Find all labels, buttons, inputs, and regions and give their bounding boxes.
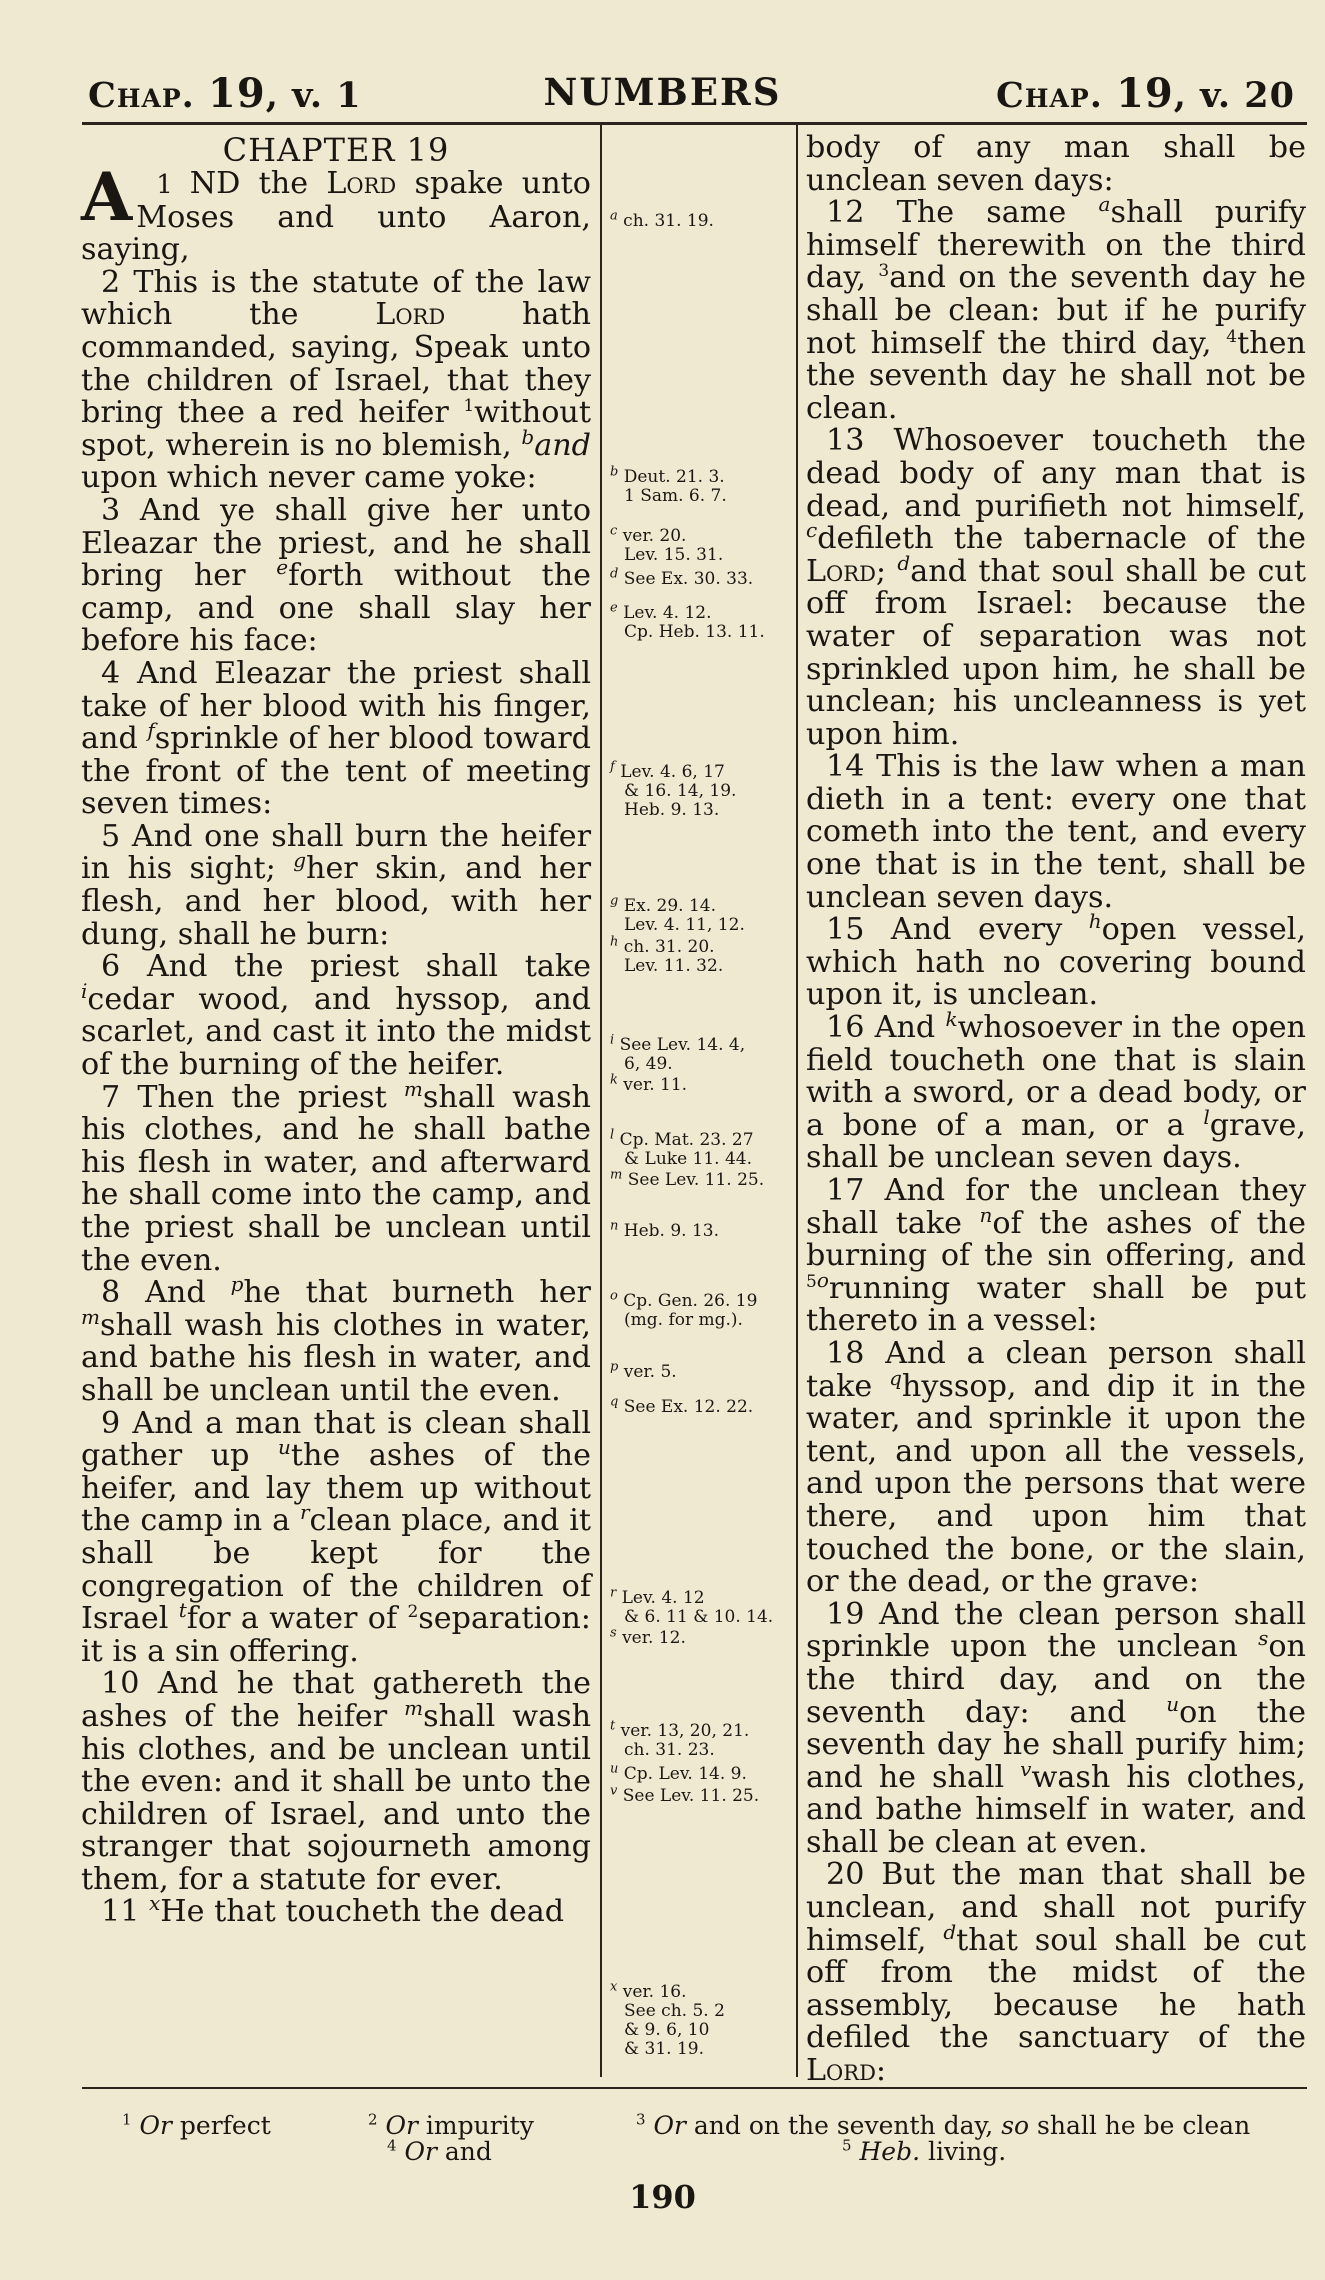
verse-17-text-b: of the ashes of the burning of the sin offering, and (806, 1205, 1306, 1274)
verse-20-text-a: 20 But the man that shall be unclean, and shall not purify himself, (806, 1857, 1306, 1958)
crossref-marker: s (1258, 1626, 1269, 1651)
crossref-marker: n (979, 1202, 993, 1227)
footnote-marker: 1 (463, 396, 475, 417)
reference-text: & 6. 11 & 10. 14. (624, 1607, 774, 1627)
reference-letter: n (610, 1218, 619, 1234)
crossref-marker: k (945, 1006, 958, 1031)
crossref-marker: x (149, 1891, 161, 1916)
text-column-left (81, 132, 591, 1929)
reference-text: 1 Sam. 6. 7. (624, 486, 727, 506)
footnote-5 (842, 2138, 1006, 2166)
verse-8-text-c: shall wash his clothes in water, and bathe his flesh in water, and shall be unclean until the even. (81, 1307, 591, 1408)
marginal-reference (610, 1783, 794, 1806)
reference-line (610, 1288, 794, 1311)
verse-3 (81, 492, 591, 659)
footnote-1 (122, 2112, 271, 2140)
verse-1-text-b: spake unto Moses and unto Aaron, saying, (81, 166, 591, 268)
footnote-marker: 4 (1226, 326, 1238, 347)
marginal-reference (610, 1585, 794, 1627)
reference-letter: k (610, 1072, 618, 1088)
reference-line (610, 1761, 794, 1784)
marginal-reference (610, 600, 794, 642)
text-column-right (806, 132, 1306, 2088)
verse-17-text-c: running water shall be put thereto in a vessel: (806, 1270, 1306, 1339)
verse-9-text-e: separation: it is a sin offering. (81, 1601, 591, 1669)
reference-line (610, 1127, 794, 1150)
verse-19-text-d: wash his clothes, and bathe himself in water, and shall be clean at even. (806, 1759, 1307, 1860)
reference-text: See Lev. 11. 25. (622, 1786, 760, 1806)
crossref-marker: o (816, 1267, 829, 1292)
reference-text: ver. 11. (623, 1075, 688, 1095)
reference-line (610, 1055, 794, 1074)
reference-text: See Lev. 11. 25. (627, 1170, 765, 1190)
crossref-marker: m (81, 1304, 100, 1329)
reference-text: Heb. 9. 13. (623, 1221, 720, 1241)
verse-11-text-a: He that toucheth the dead (160, 1894, 565, 1930)
reference-text: Lev. 15. 31. (624, 545, 724, 565)
verse-16-text-b: whosoever in the open field toucheth one that is slain with a sword, or a dead body, or a bone of a man, or a (806, 1010, 1306, 1143)
verse-1-smallcaps: ND (189, 166, 241, 201)
verse-10-text-a: 10 And he that gathereth the ashes of the heifer (81, 1666, 591, 1734)
verse-5-text-a: 5 And one shall burn the heifer in his sight; (81, 818, 591, 887)
marginal-reference (610, 1127, 794, 1169)
verse-11-start (81, 1891, 591, 1930)
reference-text: ch. 31. 23. (624, 1740, 715, 1760)
reference-letter: h (610, 934, 619, 950)
book-title: NUMBERS (543, 70, 782, 114)
reference-letter: o (610, 1288, 618, 1304)
footnote-3 (636, 2112, 1250, 2140)
reference-text: Lev. 11. 32. (624, 956, 724, 976)
footnote-3-text-2: shall he be clean (1029, 2111, 1251, 2140)
crossref-marker: f (147, 718, 155, 743)
verse-15-text-a: 15 And every (826, 912, 1089, 948)
reference-letter: a (610, 208, 618, 224)
verse-12-text-d: then the seventh day he shall not be clean. (806, 325, 1306, 426)
reference-text: Lev. 4. 11, 12. (624, 915, 745, 935)
marginal-reference (610, 1761, 794, 1784)
footnote-2-mark: 2 (368, 2110, 378, 2129)
crossref-marker: i (81, 978, 88, 1003)
crossref-marker: p (230, 1272, 244, 1297)
reference-text: See Ex. 30. 33. (623, 569, 754, 589)
verse-7-text-a: 7 Then the priest (101, 1079, 404, 1115)
reference-line (610, 782, 794, 801)
header-right-suffix: , v. 20 (1173, 75, 1295, 116)
verse-9-text-d: for a water of (186, 1601, 408, 1637)
verse-3-text-b: forth without the camp, and one shall slay her before his face: (81, 558, 591, 659)
verse-7 (81, 1076, 592, 1278)
footnote-1-or: Or (139, 2111, 172, 2140)
verse-10 (81, 1668, 591, 1896)
reference-line (610, 1394, 794, 1417)
reference-letter: g (610, 893, 619, 909)
reference-line (610, 1718, 794, 1741)
crossref-marker: t (178, 1598, 187, 1623)
reference-text: Cp. Gen. 26. 19 (623, 1291, 758, 1311)
drop-cap: A (81, 158, 133, 236)
reference-text: Cp. Lev. 14. 9. (623, 1764, 747, 1784)
marginal-reference (610, 1979, 794, 2059)
marginal-reference (610, 1218, 794, 1241)
reference-letter: v (610, 1783, 618, 1799)
verse-15-text-b: open vessel, which hath no covering bound upon it, is unclean. (806, 912, 1306, 1013)
verse-15 (806, 909, 1306, 1013)
reference-line (610, 487, 794, 506)
marginal-reference (610, 566, 794, 589)
verse-6 (81, 951, 591, 1081)
footnote-4-or: Or (404, 2137, 437, 2166)
header-left-chapter: 19 (208, 70, 266, 117)
marginal-reference (610, 464, 794, 506)
reference-letter: i (610, 1032, 615, 1048)
crossref-marker: u (278, 1435, 291, 1460)
verse-6-text-b: cedar wood, and hyssop, and scarlet, and cast it into the midst of the burning of the heifer. (81, 981, 591, 1083)
verse-16-text-c: grave, shall be unclean seven days. (806, 1107, 1306, 1176)
reference-line (610, 546, 794, 565)
crossref-marker: v (1020, 1756, 1032, 1781)
verse-20 (806, 1859, 1306, 2087)
reference-text: (mg. for mg.). (624, 1310, 743, 1330)
crossref-marker: b (521, 424, 535, 449)
footnote-marker: 3 (878, 261, 890, 282)
reference-text: Deut. 21. 3. (623, 467, 725, 487)
verse-17-text-a: 17 And for the unclean they shall take (806, 1173, 1306, 1241)
reference-line (610, 934, 794, 957)
verse-6-text-a: 6 And the priest shall take (101, 949, 591, 985)
page-number: 190 (629, 2178, 696, 2216)
header-right-chapter: 19 (1116, 70, 1174, 117)
reference-text: ch. 31. 19. (623, 211, 714, 231)
reference-line (610, 759, 794, 782)
reference-text: Heb. 9. 13. (624, 800, 720, 820)
crossref-marker: a (1098, 192, 1111, 217)
footnote-4-text: and (436, 2137, 492, 2166)
reference-letter: f (610, 759, 615, 775)
reference-letter: r (610, 1585, 617, 1601)
footnote-3-italic-so: so (1001, 2111, 1030, 2140)
header-left-suffix: , v. 1 (265, 75, 362, 116)
verse-18-text-a: 18 And a clean person shall take (806, 1335, 1306, 1404)
reference-text: See Ex. 12. 22. (623, 1397, 754, 1417)
reference-letter: l (610, 1127, 615, 1143)
reference-line (610, 1741, 794, 1760)
footnote-5-heb: Heb. (859, 2137, 921, 2166)
reference-letter: s (610, 1625, 617, 1641)
reference-text: ver. 5. (623, 1362, 677, 1382)
footnote-4-mark: 4 (387, 2136, 397, 2155)
reference-text: See Lev. 14. 4, (619, 1035, 746, 1055)
crossref-marker: m (404, 1695, 424, 1720)
reference-text: & Luke 11. 44. (624, 1149, 753, 1169)
crossref-marker: d (897, 550, 911, 575)
crossref-marker: m (403, 1076, 423, 1101)
verse-4-text-a: 4 And Eleazar the priest shall take of her blood with his finger, and (81, 655, 591, 757)
verse-13 (806, 425, 1306, 751)
verse-13-text-a: 13 Whosoever toucheth the dead body of any man that is dead, and purifieth not himself, (806, 423, 1306, 524)
reference-letter: x (610, 1979, 618, 1995)
verse-2-text-a: 2 This is the statute of the law which the (81, 264, 591, 333)
footnote-2-text: impurity (417, 2111, 534, 2140)
verse-9-text-c: clean place, and it shall be kept for the congregation of the children of Israel (81, 1503, 591, 1637)
reference-line (610, 2040, 794, 2059)
running-header-right (996, 70, 1295, 117)
reference-letter: q (610, 1394, 619, 1410)
marginal-reference (610, 1032, 794, 1074)
verse-5-text-b: her skin, and her flesh, and her blood, with her dung, shall he burn: (81, 851, 591, 952)
reference-line (610, 1167, 794, 1190)
reference-text: See ch. 5. 2 (624, 2001, 725, 2021)
verse-9 (81, 1405, 591, 1669)
reference-line (610, 957, 794, 976)
column-rule-right (796, 125, 798, 2077)
crossref-marker: d (943, 1919, 957, 1944)
verse-20-text-b: that soul shall be cut off from the midst of the assembly, because he hath defiled the sanctuary of the (806, 1922, 1306, 2056)
reference-line (610, 566, 794, 589)
verse-19-text-c: on the seventh day he shall purify him; and he shall (806, 1694, 1306, 1795)
verse-4-text-b: sprinkle of her blood toward the front of the tent of meeting seven times: (81, 721, 591, 822)
reference-line (610, 1608, 794, 1627)
reference-text: Cp. Mat. 23. 27 (619, 1130, 754, 1150)
crossref-marker: g (293, 848, 306, 873)
reference-letter: d (610, 566, 619, 582)
marginal-reference (610, 1072, 794, 1095)
verse-2-text-b: hath commanded, saying, Speak unto the children of Israel, that they bring thee a red heifer (81, 297, 591, 431)
header-rule (82, 122, 1307, 125)
verse-2 (81, 264, 591, 496)
verse-18 (806, 1335, 1306, 1600)
reference-text: Lev. 4. 12 (621, 1588, 705, 1608)
footnote-5-text: living. (920, 2137, 1007, 2166)
reference-line (610, 916, 794, 935)
marginal-reference (610, 1288, 794, 1330)
marginal-reference (610, 1167, 794, 1190)
verse-8-text-b: he that burneth her (243, 1275, 591, 1311)
verse-18-text-b: hyssop, and dip it in the water, and sprinkle it upon the tent, and upon all the vessels, and upon the persons that were there, and upon him that touched the bone, or the slain, or the dead, or the grave: (806, 1368, 1306, 1600)
verse-1 (81, 158, 591, 268)
verse-2-italic-and: and (534, 427, 591, 463)
marginal-reference (610, 934, 794, 976)
reference-line (610, 1218, 794, 1241)
verse-1-text-a: the (240, 166, 327, 201)
verse-2-text-d: upon which never came yoke: (81, 460, 537, 496)
reference-line (610, 1032, 794, 1055)
verse-4 (81, 655, 591, 822)
reference-line (610, 1311, 794, 1330)
reference-line (610, 1150, 794, 1169)
footnote-3-mark: 3 (636, 2110, 646, 2129)
reference-line (610, 1585, 794, 1608)
divine-name: Lord (806, 2053, 876, 2089)
verse-8-text-a: 8 And (101, 1275, 231, 1311)
reference-line (610, 1783, 794, 1806)
marginal-reference (610, 1359, 794, 1382)
crossref-marker: h (1088, 909, 1102, 934)
verse-1-number: 1 (156, 170, 190, 200)
reference-line (610, 623, 794, 642)
verse-19-text-b: on the third day, and on the seventh day: and (806, 1629, 1306, 1730)
verse-10-text-b: shall wash his clothes, and be unclean until the even: and it shall be unto the children of Israel, and unto the stranger that sojourneth among them, for a statute for ever. (81, 1698, 592, 1897)
reference-letter: b (610, 464, 619, 480)
verse-13-text-d: and that soul shall be cut off from Israel: because the water of separation was not sprinkled upon him, he shall be unclean; his uncleanness is yet upon him. (806, 553, 1306, 752)
reference-line (610, 2002, 794, 2021)
reference-text: Lev. 4. 12. (623, 603, 712, 623)
verse-7-text-b: shall wash his clothes, and he shall bathe his flesh in water, and afterward he shall come into the camp, and the priest shall be unclean until the even. (81, 1079, 592, 1278)
crossref-marker: c (806, 518, 818, 543)
marginal-reference (610, 1625, 794, 1648)
crossref-marker: e (276, 555, 289, 580)
verse-3-text-a: 3 And ye shall give her unto Eleazar the priest, and he shall bring her (81, 492, 591, 594)
crossref-marker: q (889, 1365, 902, 1390)
reference-line (610, 893, 794, 916)
footnote-4 (387, 2138, 492, 2166)
marginal-reference (610, 759, 794, 820)
reference-line (610, 1979, 794, 2002)
reference-text: ver. 13, 20, 21. (620, 1721, 750, 1741)
reference-text: Lev. 4. 6, 17 (620, 762, 725, 782)
verse-12-text-a: 12 The same (826, 195, 1099, 231)
footnote-marker: 5 (806, 1271, 817, 1292)
footnote-2-or: Or (385, 2111, 418, 2140)
divine-name: Lord (326, 166, 397, 201)
reference-line (610, 1072, 794, 1095)
reference-line (610, 600, 794, 623)
divine-name: Lord (806, 553, 876, 589)
marginal-reference (610, 208, 794, 231)
verse-12 (806, 192, 1306, 426)
verse-12-text-c: and on the seventh day he shall be clean: but if he purify not himself the third day, (806, 260, 1306, 361)
chapter-title: CHAPTER 19 (222, 131, 450, 169)
verse-13-text-b: defileth the tabernacle of the (817, 521, 1306, 557)
verse-19-text-a: 19 And the clean person shall sprinkle upon the unclean (806, 1596, 1306, 1665)
reference-letter: u (610, 1761, 619, 1777)
divine-name: Lord (375, 297, 446, 333)
verse-8 (81, 1272, 591, 1408)
reference-line (610, 208, 794, 231)
header-left-prefix: Chap. (88, 75, 195, 116)
marginal-reference (610, 1394, 794, 1417)
reference-line (610, 801, 794, 820)
reference-text: Ex. 29. 14. (623, 896, 717, 916)
reference-line (610, 1359, 794, 1382)
verse-20-text-c: : (875, 2053, 887, 2089)
footnote-3-or: Or (653, 2111, 686, 2140)
verse-11-continued: body of any man shall be unclean seven days: (806, 130, 1306, 198)
verse-16-text-a: 16 And (826, 1010, 946, 1046)
reference-text: & 16. 14, 19. (624, 781, 737, 801)
reference-line (610, 1625, 794, 1648)
reference-text: Cp. Heb. 13. 11. (624, 622, 765, 642)
verse-13-text-c: ; (875, 553, 898, 589)
crossref-marker: l (1203, 1104, 1210, 1129)
reference-text: ver. 20. (622, 526, 687, 546)
reference-line (610, 523, 794, 546)
footnote-1-text: perfect (171, 2111, 271, 2140)
verse-5 (81, 818, 591, 952)
marginal-reference (610, 1718, 794, 1760)
crossref-marker: r (299, 1500, 310, 1525)
reference-letter: t (610, 1718, 616, 1734)
verse-16 (806, 1006, 1306, 1176)
footnote-3-text: and on the seventh day, (685, 2111, 1002, 2140)
reference-line (610, 464, 794, 487)
reference-text: ver. 16. (622, 1982, 687, 2002)
verse-9-text-a: 9 And a man that is clean shall gather up (81, 1405, 591, 1474)
verse-12-text-b: shall purify himself therewith on the third day, (806, 195, 1306, 296)
header-right-prefix: Chap. (996, 75, 1103, 116)
marginal-reference (610, 893, 794, 935)
verse-19 (806, 1596, 1307, 1860)
verse-9-text-b: the ashes of the heifer, and lay them up without the camp in a (81, 1438, 591, 1539)
reference-letter: e (610, 600, 618, 616)
crossref-marker: u (1166, 1691, 1180, 1716)
reference-text: & 9. 6, 10 (624, 2020, 710, 2040)
reference-text: ch. 31. 20. (623, 937, 715, 957)
verse-11-number: 11 (101, 1894, 150, 1930)
footnote-marker: 2 (407, 1602, 419, 1623)
reference-letter: p (610, 1359, 619, 1375)
verse-14: 14 This is the law when a man dieth in a tent: every one that cometh into the tent, and every one that is in the tent, shall be unclean seven days. (806, 749, 1306, 915)
reference-line (610, 2021, 794, 2040)
column-rule-left (600, 125, 602, 2077)
reference-letter: c (610, 523, 618, 539)
reference-letter: m (610, 1167, 623, 1183)
reference-text: ver. 12. (622, 1628, 686, 1648)
verse-17 (806, 1175, 1306, 1338)
footnote-5-mark: 5 (842, 2136, 852, 2155)
footnote-1-mark: 1 (122, 2110, 132, 2129)
reference-text: 6, 49. (624, 1054, 673, 1074)
reference-text: & 31. 19. (624, 2039, 705, 2059)
marginal-reference (610, 523, 794, 565)
verse-2-text-c: without spot, wherein is no blemish, (81, 395, 591, 463)
